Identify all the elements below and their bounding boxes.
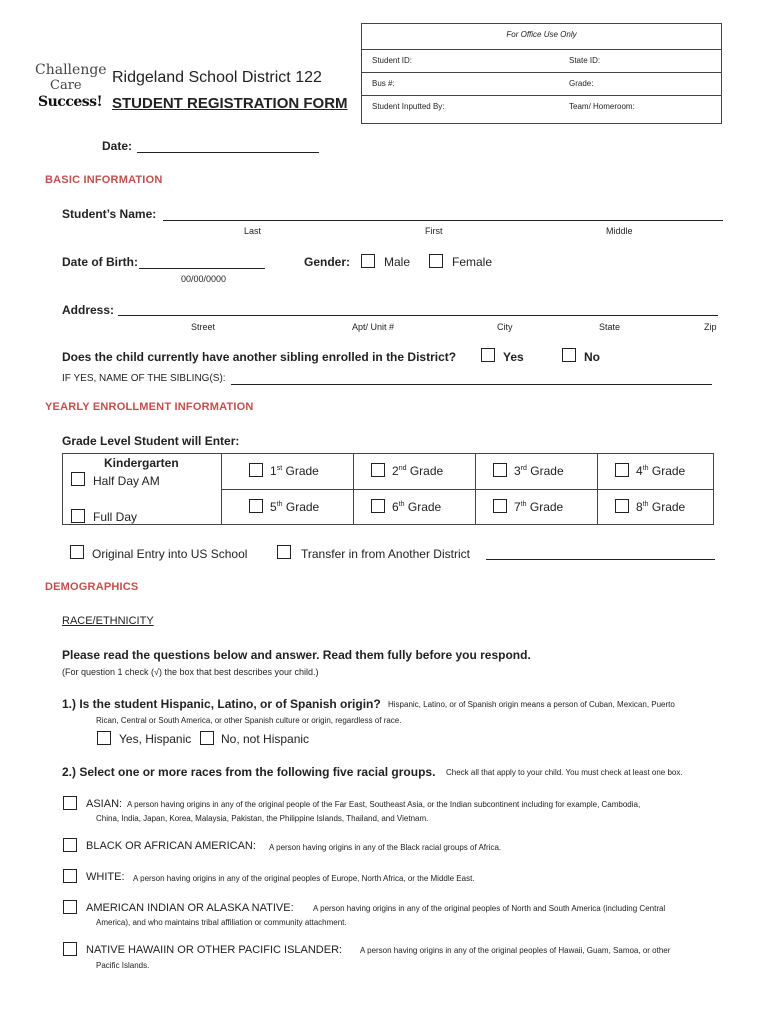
hawaiian-description-b: Pacific Islands. bbox=[96, 961, 150, 970]
asian-label: ASIAN: bbox=[86, 798, 123, 810]
grade-4-label: 4th Grade bbox=[636, 464, 686, 478]
dob-label: Date of Birth: bbox=[62, 255, 138, 269]
hawaiian-label: NATIVE HAWAIIN OR OTHER PACIFIC ISLANDER: bbox=[86, 944, 343, 956]
grade-3-label: 3rd Grade bbox=[514, 464, 564, 478]
male-checkbox[interactable] bbox=[361, 254, 375, 268]
sibling-no-label: No bbox=[584, 350, 600, 364]
grade-7-checkbox[interactable] bbox=[493, 499, 507, 513]
asian-checkbox[interactable] bbox=[63, 796, 77, 810]
yearly-enrollment-heading: YEARLY ENROLLMENT INFORMATION bbox=[45, 401, 254, 413]
addr-zip-caption: Zip bbox=[704, 322, 717, 332]
native-label: AMERICAN INDIAN OR ALASKA NATIVE: bbox=[86, 902, 294, 914]
state-id-label: State ID: bbox=[569, 56, 601, 65]
sibling-name-field[interactable] bbox=[231, 384, 712, 385]
name-first-caption: First bbox=[425, 226, 443, 236]
sibling-name-label: IF YES, NAME OF THE SIBLING(S): bbox=[62, 373, 226, 384]
transfer-label: Transfer in from Another District bbox=[301, 547, 470, 561]
hispanic-no-checkbox[interactable] bbox=[200, 731, 214, 745]
grade-7-label: 7th Grade bbox=[514, 500, 564, 514]
dob-field[interactable] bbox=[139, 268, 265, 269]
addr-city-caption: City bbox=[497, 322, 513, 332]
half-day-label: Half Day AM bbox=[93, 474, 160, 488]
team-label: Team/ Homeroom: bbox=[569, 102, 635, 111]
male-label: Male bbox=[384, 255, 411, 269]
sibling-no-checkbox[interactable] bbox=[562, 348, 576, 362]
q2-note: Check all that apply to your child. You must check at least one box. bbox=[446, 768, 683, 777]
grade-2-checkbox[interactable] bbox=[371, 463, 385, 477]
date-field[interactable] bbox=[137, 152, 319, 153]
female-label: Female bbox=[452, 255, 493, 269]
inputted-by-label: Student Inputted By: bbox=[372, 102, 445, 111]
native-description-a: A person having origins in any of the original peoples of North and South America (including Central bbox=[313, 904, 666, 913]
student-name-field[interactable] bbox=[163, 220, 723, 221]
school-logo: Challenge Care Success! bbox=[35, 62, 107, 110]
date-label: Date: bbox=[102, 139, 133, 153]
addr-state-caption: State bbox=[599, 322, 621, 332]
race-ethnicity-heading: RACE/ETHNICITY bbox=[62, 615, 154, 627]
original-entry-label: Original Entry into US School bbox=[92, 547, 248, 561]
grade-level-label: Grade Level Student will Enter: bbox=[62, 434, 240, 448]
grade-2-label: 2nd Grade bbox=[392, 464, 444, 478]
bus-label: Bus #: bbox=[372, 79, 395, 88]
hawaiian-description-a: A person having origins in any of the original peoples of Hawaii, Guam, Samoa, or other bbox=[360, 946, 671, 955]
white-description: A person having origins in any of the original peoples of Europe, North Africa, or the Middle East. bbox=[133, 874, 475, 883]
hispanic-no-label: No, not Hispanic bbox=[221, 732, 310, 746]
dob-format-caption: 00/00/0000 bbox=[181, 274, 227, 284]
address-label: Address: bbox=[62, 303, 115, 317]
district-name: Ridgeland School District 122 bbox=[112, 69, 322, 86]
white-label: WHITE: bbox=[86, 871, 125, 883]
transfer-checkbox[interactable] bbox=[277, 545, 291, 559]
full-day-label: Full Day bbox=[93, 510, 138, 524]
office-use-title: For Office Use Only bbox=[506, 30, 577, 39]
addr-apt-caption: Apt/ Unit # bbox=[352, 322, 395, 332]
hawaiian-checkbox[interactable] bbox=[63, 942, 77, 956]
white-checkbox[interactable] bbox=[63, 869, 77, 883]
grade-6-checkbox[interactable] bbox=[371, 499, 385, 513]
grade-label: Grade: bbox=[569, 79, 594, 88]
q1-description-b: Rican, Central or South America, or other Spanish culture or origin, regardless of race. bbox=[96, 716, 402, 725]
grade-8-checkbox[interactable] bbox=[615, 499, 629, 513]
black-checkbox[interactable] bbox=[63, 838, 77, 852]
hispanic-yes-label: Yes, Hispanic bbox=[119, 732, 192, 746]
q1-description-a: Hispanic, Latino, or of Spanish origin means a person of Cuban, Mexican, Puerto bbox=[388, 700, 675, 709]
name-last-caption: Last bbox=[244, 226, 262, 236]
grade-6-label: 6th Grade bbox=[392, 500, 442, 514]
grade-1-label: 1st Grade bbox=[270, 464, 319, 478]
student-id-label: Student ID: bbox=[372, 56, 413, 65]
form-title: STUDENT REGISTRATION FORM bbox=[112, 95, 348, 112]
q1-question: 1.) Is the student Hispanic, Latino, or of Spanish origin? bbox=[62, 697, 381, 711]
q2-question: 2.) Select one or more races from the following five racial groups. bbox=[62, 765, 436, 779]
gender-label: Gender: bbox=[304, 255, 351, 269]
demographics-heading: DEMOGRAPHICS bbox=[45, 581, 139, 593]
black-description: A person having origins in any of the Black racial groups of Africa. bbox=[269, 843, 502, 852]
grade-3-checkbox[interactable] bbox=[493, 463, 507, 477]
sibling-yes-label: Yes bbox=[503, 350, 524, 364]
asian-description-b: China, India, Japan, Korea, Malaysia, Pakistan, the Philippine Islands, Thailand, and Vietnam. bbox=[96, 814, 429, 823]
asian-description-a: A person having origins in any of the original people of the Far East, Southeast Asia, or the Indian subcontinent including for example, Cambodia, bbox=[127, 800, 641, 809]
sibling-question: Does the child currently have another sibling enrolled in the District? bbox=[62, 350, 457, 364]
original-entry-checkbox[interactable] bbox=[70, 545, 84, 559]
grade-4-checkbox[interactable] bbox=[615, 463, 629, 477]
grade-5-checkbox[interactable] bbox=[249, 499, 263, 513]
office-use-box bbox=[361, 23, 722, 124]
female-checkbox[interactable] bbox=[429, 254, 443, 268]
basic-info-heading: BASIC INFORMATION bbox=[45, 174, 163, 186]
q1-note: (For question 1 check (√) the box that best describes your child.) bbox=[62, 667, 319, 677]
half-day-checkbox[interactable] bbox=[71, 472, 85, 486]
instructions-text: Please read the questions below and answer. Read them fully before you respond. bbox=[62, 648, 531, 662]
hispanic-yes-checkbox[interactable] bbox=[97, 731, 111, 745]
transfer-district-field[interactable] bbox=[486, 559, 715, 560]
address-field[interactable] bbox=[118, 315, 718, 316]
addr-street-caption: Street bbox=[191, 322, 216, 332]
grade-1-checkbox[interactable] bbox=[249, 463, 263, 477]
native-description-b: America), and who maintains tribal affiliation or community attachment. bbox=[96, 918, 347, 927]
full-day-checkbox[interactable] bbox=[71, 509, 85, 523]
grade-8-label: 8th Grade bbox=[636, 500, 686, 514]
native-checkbox[interactable] bbox=[63, 900, 77, 914]
student-name-label: Student’s Name: bbox=[62, 207, 157, 221]
kindergarten-label: Kindergarten bbox=[104, 456, 179, 470]
sibling-yes-checkbox[interactable] bbox=[481, 348, 495, 362]
grade-table bbox=[62, 453, 714, 525]
name-middle-caption: Middle bbox=[606, 226, 633, 236]
black-label: BLACK OR AFRICAN AMERICAN: bbox=[86, 840, 256, 852]
grade-5-label: 5th Grade bbox=[270, 500, 320, 514]
